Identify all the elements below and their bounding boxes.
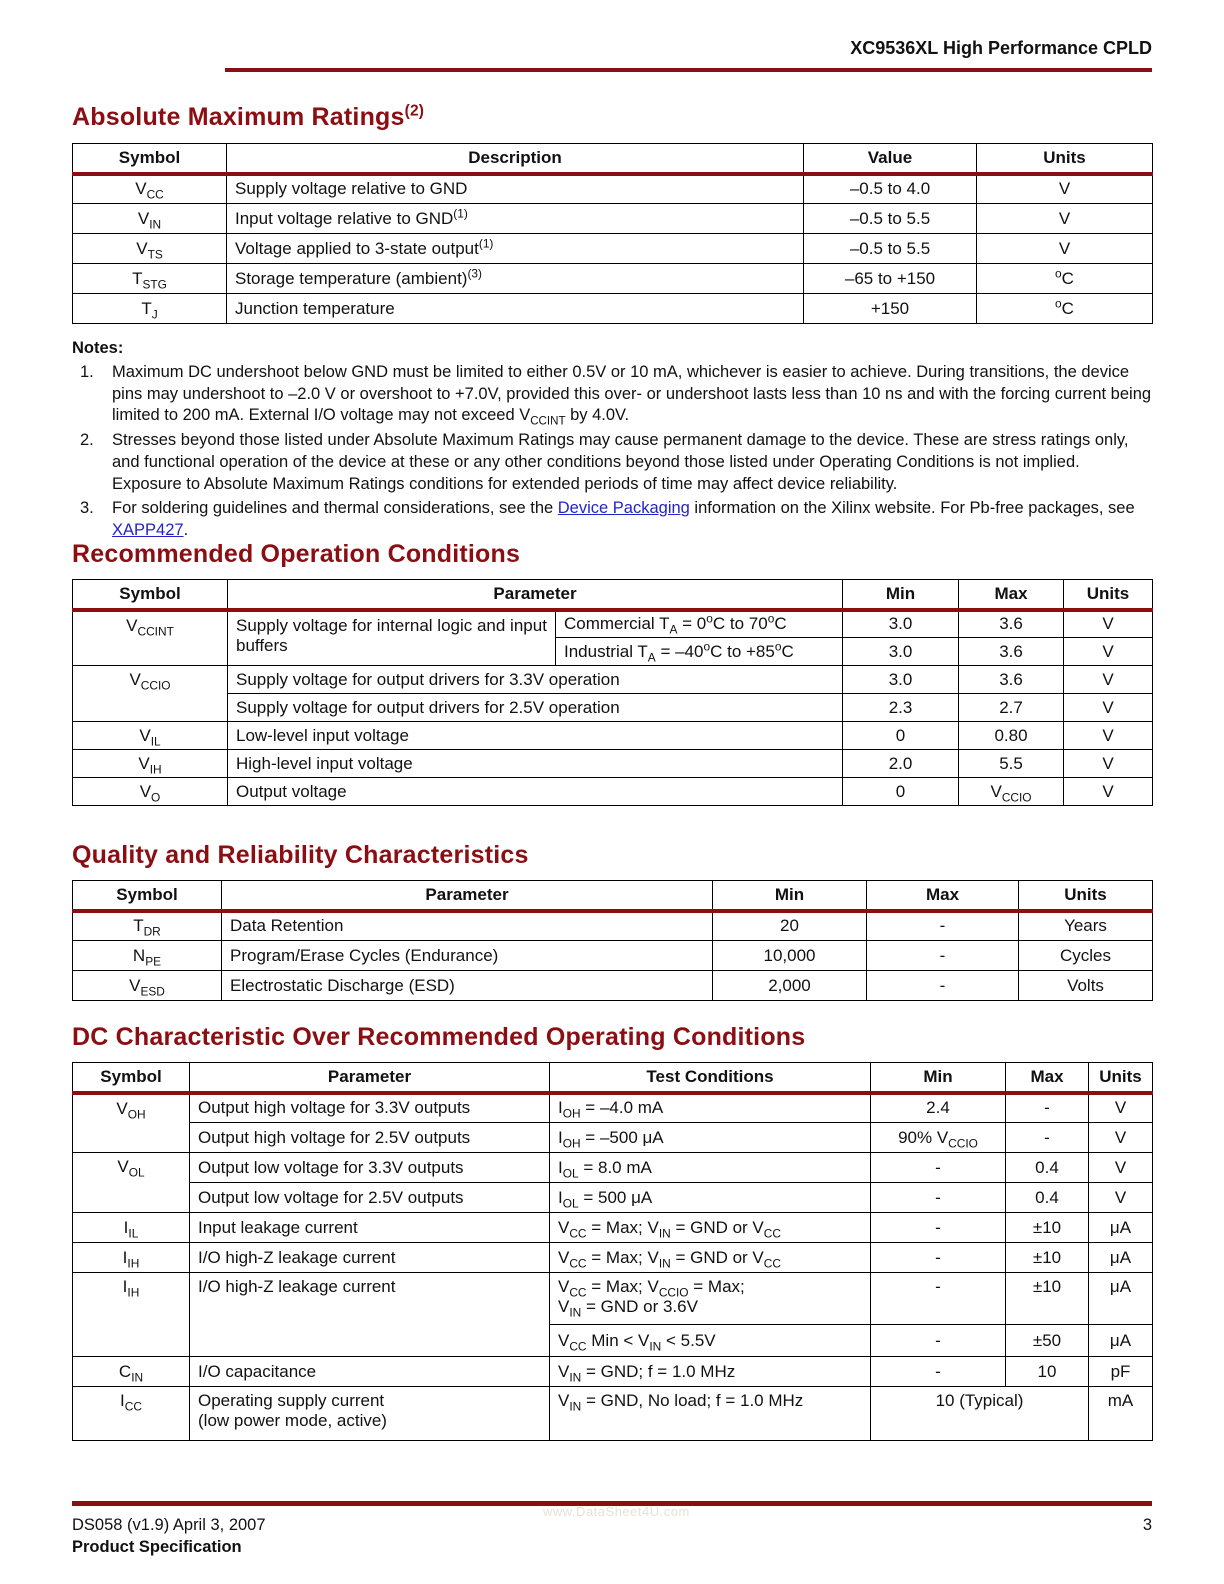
note-item (72, 362, 1152, 427)
column-header-symbol: Symbol (73, 881, 222, 911)
note-text: Maximum DC undershoot below GND must be limited to either 0.5V or 10 mA, whichever is easier to achieve. During transitions, the device pins may undershoot to –2.0 V or overshoot to +7.0V, provided this over- or undershoot lasts less than 10 ns and with the forcing current being limited to 200 mA. External I/O voltage may not exceed $V_{CCINT}$ by 4.0V. (112, 362, 1152, 428)
column-header-symbol: Symbol (73, 144, 227, 174)
max-cell: - (1006, 1093, 1089, 1123)
min-cell: - (871, 1243, 1006, 1273)
min-cell: - (871, 1325, 1006, 1357)
description-cell: Junction temperature (227, 294, 804, 324)
symbol-cell: $T_J$ (73, 294, 227, 324)
value-cell: –0.5 to 5.5 (804, 234, 977, 264)
table-header-row (73, 881, 1153, 911)
column-header-min: Min (871, 1063, 1006, 1093)
units-cell: μA (1089, 1213, 1153, 1243)
max-cell: 3.6 (959, 666, 1064, 694)
units-cell: V (977, 174, 1153, 204)
param-cell: Operating supply current (low power mode, active) (190, 1387, 550, 1441)
table-row (73, 610, 1153, 638)
section-title-absolute-maximum-ratings: Absolute Maximum Ratings$^{(2)}$ (72, 102, 425, 131)
column-header-units: Units (1064, 580, 1153, 610)
table-header-row (73, 580, 1153, 610)
column-header-symbol: Symbol (73, 580, 228, 610)
max-cell: 10 (1006, 1357, 1089, 1387)
units-cell: V (1064, 610, 1153, 638)
symbol-cell: $I_{IL}$ (73, 1213, 190, 1243)
units-cell: Cycles (1019, 941, 1153, 971)
min-cell: 3.0 (843, 610, 959, 638)
param-cell: Supply voltage for output drivers for 2.5V operation (228, 694, 843, 722)
description-cell: Voltage applied to 3-state output$^{(1)}$ (227, 234, 804, 264)
units-cell: Years (1019, 911, 1153, 941)
min-cell: - (871, 1213, 1006, 1243)
param-cell: Low-level input voltage (228, 722, 843, 750)
units-cell: $^o$C (977, 294, 1153, 324)
units-cell: mA (1089, 1387, 1153, 1441)
column-header-units: Units (977, 144, 1153, 174)
symbol-cell: $V_{CC}$ (73, 174, 227, 204)
param-cell: High-level input voltage (228, 750, 843, 778)
min-cell: - (871, 1273, 1006, 1325)
note-text-segment: . (183, 521, 189, 540)
units-cell: Volts (1019, 971, 1153, 1001)
table-row (73, 204, 1153, 234)
value-cell: –65 to +150 (804, 264, 977, 294)
section-title-recommended-operation-conditions: Recommended Operation Conditions (72, 540, 521, 568)
test-conditions-cell: $V_{IN}$ = GND, No load; f = 1.0 MHz (550, 1387, 871, 1441)
device-packaging-link[interactable]: Device Packaging (557, 499, 690, 518)
note-item (72, 430, 1152, 495)
min-cell: 20 (713, 911, 867, 941)
test-conditions-cell: $I_{OH} = -4.0$ mA (550, 1093, 871, 1123)
table-row (73, 1213, 1153, 1243)
units-cell: V (1064, 750, 1153, 778)
doc-id: DS058 (v1.9) April 3, 2007 (72, 1516, 266, 1534)
column-header-parameter: Parameter (228, 580, 843, 610)
column-header-units: Units (1019, 881, 1153, 911)
note-number: 1. (80, 362, 94, 381)
test-conditions-cell: $I_{OL} = 8.0$ mA (550, 1153, 871, 1183)
footer (72, 1514, 1152, 1559)
recommended-operation-conditions-table (72, 579, 1153, 806)
max-cell: ±10 (1006, 1273, 1089, 1325)
column-header-units: Units (1089, 1063, 1153, 1093)
section-title-dc-characteristic: DC Characteristic Over Recommended Operating Conditions (72, 1023, 806, 1051)
max-cell: 2.7 (959, 694, 1064, 722)
param-cell: Output voltage (228, 778, 843, 806)
symbol-cell: $I_{IH}$ (73, 1243, 190, 1273)
min-cell: - (871, 1153, 1006, 1183)
column-header-value: Value (804, 144, 977, 174)
absolute-maximum-ratings-table (72, 143, 1153, 324)
table-header-row (73, 1063, 1153, 1093)
note-text-segment: For soldering guidelines and thermal considerations, see the (112, 499, 558, 518)
table-row (73, 1093, 1153, 1123)
param-cell: Electrostatic Discharge (ESD) (222, 971, 713, 1001)
param-cell: I/O high-Z leakage current (190, 1243, 550, 1273)
symbol-cell: $I_{CC}$ (73, 1387, 190, 1441)
min-cell: 0 (843, 778, 959, 806)
units-cell: V (1089, 1183, 1153, 1213)
min-cell: 10,000 (713, 941, 867, 971)
test-conditions-cell: $V_{CC}$ = Max; $V_{IN}$ = GND or $V_{CC}$ (550, 1213, 871, 1243)
symbol-cell: $V_{IH}$ (73, 750, 228, 778)
table-row (73, 1273, 1153, 1325)
column-header-test-conditions: Test Conditions (550, 1063, 871, 1093)
min-cell: 3.0 (843, 638, 959, 666)
param-cell: Output high voltage for 2.5V outputs (190, 1123, 550, 1153)
column-header-min: Min (843, 580, 959, 610)
notes-block (72, 338, 1152, 545)
symbol-cell: $V_{CCINT}$ (73, 610, 228, 666)
quality-reliability-table (72, 880, 1153, 1001)
xapp427-link[interactable]: XAPP427 (112, 521, 184, 540)
description-cell: Supply voltage relative to GND (227, 174, 804, 204)
min-cell: 3.0 (843, 666, 959, 694)
units-cell: V (977, 234, 1153, 264)
test-conditions-cell: $V_{CC}$ Min < $V_{IN} < 5.5V$ (550, 1325, 871, 1357)
column-header-max: Max (867, 881, 1019, 911)
symbol-cell: $N_{PE}$ (73, 941, 222, 971)
table-row (73, 694, 1153, 722)
table-row (73, 1387, 1153, 1441)
table-row (73, 1183, 1153, 1213)
note-item (72, 498, 1152, 542)
header-rule (225, 68, 1152, 72)
condition-cell: Industrial $T_A = -40^oC$ to $+85^oC$ (556, 638, 843, 666)
table-row (73, 1123, 1153, 1153)
symbol-cell: $V_O$ (73, 778, 228, 806)
symbol-cell: $V_{OL}$ (73, 1153, 190, 1213)
note-number: 2. (80, 431, 94, 450)
units-cell: $^o$C (977, 264, 1153, 294)
max-cell: $V_{CCIO}$ (959, 778, 1064, 806)
table-row (73, 1243, 1153, 1273)
note-text (112, 498, 1152, 542)
min-cell: 0 (843, 722, 959, 750)
units-cell: V (1089, 1153, 1153, 1183)
param-cell: Supply voltage for internal logic and input buffers (228, 610, 556, 666)
table-row (73, 941, 1153, 971)
section-title-quality-reliability: Quality and Reliability Characteristics (72, 841, 529, 869)
units-cell: V (977, 204, 1153, 234)
param-cell: Data Retention (222, 911, 713, 941)
param-cell: Output high voltage for 3.3V outputs (190, 1093, 550, 1123)
symbol-cell: $I_{IH}$ (73, 1273, 190, 1357)
column-header-parameter: Parameter (222, 881, 713, 911)
table-row (73, 294, 1153, 324)
doc-header-title: XC9536XL High Performance CPLD (850, 38, 1152, 58)
description-cell: Input voltage relative to GND$^{(1)}$ (227, 204, 804, 234)
max-cell: 0.4 (1006, 1153, 1089, 1183)
notes-title: Notes: (72, 339, 124, 357)
condition-cell: Commercial $T_A = 0^oC$ to 70$^o$C (556, 610, 843, 638)
units-cell: V (1064, 666, 1153, 694)
symbol-cell: $V_{ESD}$ (73, 971, 222, 1001)
max-cell: - (867, 971, 1019, 1001)
param-cell: Output low voltage for 2.5V outputs (190, 1183, 550, 1213)
value-cell: –0.5 to 5.5 (804, 204, 977, 234)
note-text-segment: information on the Xilinx website. For Pb-free packages, see (689, 499, 1135, 518)
symbol-cell: $T_{DR}$ (73, 911, 222, 941)
table-row (73, 1357, 1153, 1387)
table-header-row (73, 144, 1153, 174)
test-conditions-cell: $I_{OL} = 500$ μA (550, 1183, 871, 1213)
column-header-parameter: Parameter (190, 1063, 550, 1093)
test-conditions-cell: $V_{CC}$ = Max; $V_{IN}$ = GND or $V_{CC}$ (550, 1243, 871, 1273)
units-cell: μA (1089, 1273, 1153, 1325)
symbol-cell: $V_{TS}$ (73, 234, 227, 264)
min-max-cell: 10 (Typical) (871, 1387, 1089, 1441)
column-header-max: Max (959, 580, 1064, 610)
min-cell: 2.3 (843, 694, 959, 722)
column-header-min: Min (713, 881, 867, 911)
units-cell: μA (1089, 1243, 1153, 1273)
units-cell: V (1089, 1093, 1153, 1123)
max-cell: ±10 (1006, 1213, 1089, 1243)
max-cell: - (867, 941, 1019, 971)
table-row (73, 750, 1153, 778)
max-cell: 3.6 (959, 610, 1064, 638)
min-cell: 2,000 (713, 971, 867, 1001)
min-cell: 90% $V_{CCIO}$ (871, 1123, 1006, 1153)
units-cell: V (1064, 638, 1153, 666)
table-row (73, 1153, 1153, 1183)
column-header-max: Max (1006, 1063, 1089, 1093)
note-text: Stresses beyond those listed under Absolute Maximum Ratings may cause permanent damage to the device. These are stress ratings only, and functional operation of the device at these or any other conditions beyond those listed under Operating Conditions is not implied. Exposure to Absolute Maximum Ratings conditions for extended periods of time may affect device reliability. (112, 431, 1129, 493)
note-number: 3. (80, 499, 94, 518)
max-cell: 0.4 (1006, 1183, 1089, 1213)
table-row (73, 911, 1153, 941)
symbol-cell: $V_{CCIO}$ (73, 666, 228, 722)
param-cell: Input leakage current (190, 1213, 550, 1243)
max-cell: ±50 (1006, 1325, 1089, 1357)
column-header-symbol: Symbol (73, 1063, 190, 1093)
test-conditions-cell: $V_{CC}$ = Max; $V_{CCIO}$ = Max; $V_{IN}$ = GND or 3.6V (550, 1273, 871, 1325)
units-cell: μA (1089, 1325, 1153, 1357)
table-row (73, 778, 1153, 806)
max-cell: - (867, 911, 1019, 941)
table-row (73, 234, 1153, 264)
description-cell: Storage temperature (ambient)$^{(3)}$ (227, 264, 804, 294)
table-row (73, 174, 1153, 204)
test-conditions-cell: $I_{OH} = -500$ μA (550, 1123, 871, 1153)
param-cell: I/O high-Z leakage current (190, 1273, 550, 1357)
table-row (73, 666, 1153, 694)
table-row (73, 264, 1153, 294)
max-cell: - (1006, 1123, 1089, 1153)
spec-label: Product Specification (72, 1538, 242, 1557)
max-cell: ±10 (1006, 1243, 1089, 1273)
symbol-cell: $T_{STG}$ (73, 264, 227, 294)
symbol-cell: $C_{IN}$ (73, 1357, 190, 1387)
max-cell: 5.5 (959, 750, 1064, 778)
param-cell: Supply voltage for output drivers for 3.3V operation (228, 666, 843, 694)
units-cell: V (1064, 778, 1153, 806)
min-cell: 2.0 (843, 750, 959, 778)
value-cell: –0.5 to 4.0 (804, 174, 977, 204)
value-cell: +150 (804, 294, 977, 324)
min-cell: - (871, 1183, 1006, 1213)
symbol-cell: $V_{IN}$ (73, 204, 227, 234)
footer-left (72, 1514, 266, 1559)
test-conditions-cell: $V_{IN}$ = GND; f = 1.0 MHz (550, 1357, 871, 1387)
table-row (73, 722, 1153, 750)
max-cell: 0.80 (959, 722, 1064, 750)
min-cell: - (871, 1357, 1006, 1387)
symbol-cell: $V_{IL}$ (73, 722, 228, 750)
param-cell: Program/Erase Cycles (Endurance) (222, 941, 713, 971)
symbol-cell: $V_{OH}$ (73, 1093, 190, 1153)
column-header-description: Description (227, 144, 804, 174)
units-cell: V (1089, 1123, 1153, 1153)
param-cell: I/O capacitance (190, 1357, 550, 1387)
units-cell: V (1064, 722, 1153, 750)
units-cell: V (1064, 694, 1153, 722)
param-cell: Output low voltage for 3.3V outputs (190, 1153, 550, 1183)
units-cell: pF (1089, 1357, 1153, 1387)
min-cell: 2.4 (871, 1093, 1006, 1123)
dc-characteristic-table (72, 1062, 1153, 1441)
max-cell: 3.6 (959, 638, 1064, 666)
watermark: www.DataSheet4U.com (543, 1504, 690, 1519)
page-number: 3 (1142, 1516, 1152, 1534)
table-row (73, 971, 1153, 1001)
